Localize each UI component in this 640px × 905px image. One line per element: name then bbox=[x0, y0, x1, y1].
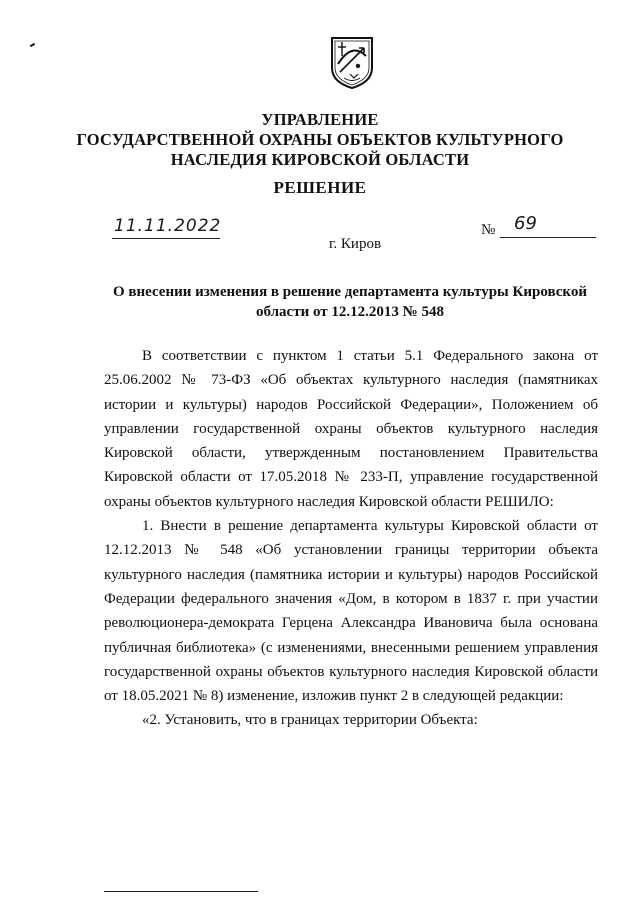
organization-name bbox=[0, 110, 640, 170]
number-label: № bbox=[481, 222, 496, 238]
document-city: г. Киров bbox=[328, 236, 382, 252]
body-paragraph-quote-start: «2. Установить, что в границах территории Объекта: bbox=[142, 712, 478, 729]
document-subject: О внесении изменения в решение департамента культуры Кировской области от 12.12.2013 № 548 bbox=[112, 284, 588, 320]
body-paragraph-item-1: 1. Внести в решение департамента культуры Кировской области от 12.12.2013 № 548 «Об установлении границы территории объекта культурного наследия (памятника истории и культуры) народов Российской Федерации федерального значения «Дом, в котором в 1837 г. при участии революционера-демократа Герцена Александра Ивановича была основана публичная библиотека» (с изменениями, внесенными решением управления государственной охраны объектов культурного наследия Кировской области от 18.05.2021 № 8) изменение, изложив пункт 2 в следующей редакции: bbox=[104, 518, 598, 705]
body-paragraph-preamble: В соответствии с пунктом 1 статьи 5.1 Федерального закона от 25.06.2002 № 73-ФЗ «Об объектах культурного наследия (памятниках истории и культуры) народов Российской Федерации», Положением об управлении государственной охраны объектов культурного наследия Кировской области, утвержденным постановлением Правительства Кировской области от 17.05.2018 № 233-П, управление государственной охраны объектов культурного наследия Кировской области РЕШИЛО: bbox=[104, 348, 598, 510]
coat-of-arms-emblem bbox=[328, 34, 376, 90]
org-name-line-3: НАСЛЕДИЯ КИРОВСКОЙ ОБЛАСТИ bbox=[170, 150, 470, 169]
org-name-line-2: ГОСУДАРСТВЕННОЙ ОХРАНЫ ОБЪЕКТОВ КУЛЬТУРНОГО bbox=[76, 130, 564, 149]
footnote-rule bbox=[104, 891, 258, 892]
document-body bbox=[104, 344, 598, 733]
document-number: 69 bbox=[514, 213, 537, 234]
org-name-line-1: УПРАВЛЕНИЕ bbox=[261, 110, 379, 129]
document-type-title: РЕШЕНИЕ bbox=[273, 178, 367, 197]
stray-pen-mark bbox=[30, 43, 35, 47]
document-date: 11.11.2022 bbox=[114, 216, 222, 236]
